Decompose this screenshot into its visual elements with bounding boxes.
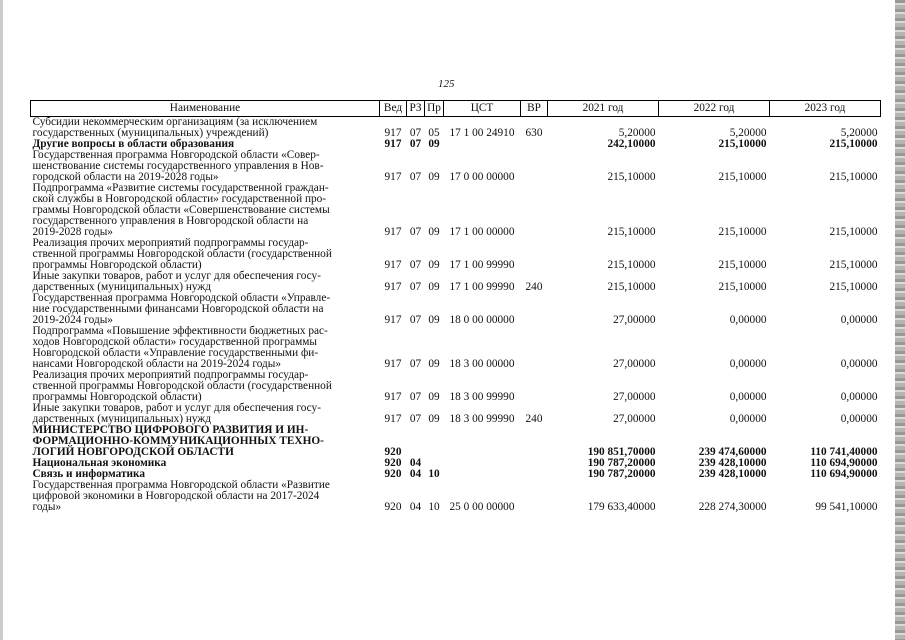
cell-name-line: Иные закупки товаров, работ и услуг для обеспечения госу- — [32, 270, 321, 282]
cell-pr: 10 — [428, 501, 440, 513]
cell-2023: 110 694,90000 — [810, 468, 878, 480]
cell-name-line: ходов Новгородской области» государственной программы — [32, 336, 318, 348]
cell-name-line: государственного управления в Новгородской области на — [32, 215, 309, 227]
cell-name — [31, 425, 380, 458]
cell-2021: 27,00000 — [613, 391, 656, 403]
cell-ved: 917 — [384, 259, 402, 271]
cell-2021: 190 787,20000 — [587, 457, 656, 469]
table-row — [31, 403, 881, 425]
col-header-vr: ВР — [521, 101, 548, 117]
cell-rz: 07 — [409, 138, 422, 150]
cell-2022: 0,00000 — [729, 391, 767, 403]
cell-rz: 07 — [409, 314, 422, 326]
cell-name — [31, 370, 380, 403]
cell-pr — [425, 425, 444, 458]
cell-name-line: ФОРМАЦИОННО-КОММУНИКАЦИОННЫХ ТЕХНО- — [32, 435, 324, 447]
cell-2022: 215,10000 — [718, 281, 767, 293]
table-row — [31, 271, 881, 293]
cell-rz: 07 — [409, 259, 422, 271]
cell-2022: 215,10000 — [718, 226, 767, 238]
cell-2022: 0,00000 — [729, 314, 767, 326]
cell-cst: 18 3 00 00000 — [449, 358, 515, 370]
cell-cst: 17 1 00 99990 — [449, 281, 515, 293]
cell-name-line: Другие вопросы в области образования — [32, 138, 235, 150]
cell-rz: 07 — [409, 127, 422, 139]
cell-2023: 0,00000 — [840, 358, 878, 370]
cell-name-line: Национальная экономика — [32, 457, 167, 469]
table-row — [31, 117, 881, 140]
cell-name-line: МИНИСТЕРСТВО ЦИФРОВОГО РАЗВИТИЯ И ИН- — [32, 424, 309, 436]
cell-2021: 215,10000 — [607, 281, 656, 293]
cell-vr — [521, 425, 548, 458]
cell-name — [31, 271, 380, 293]
cell-2021: 215,10000 — [607, 171, 656, 183]
cell-2021: 27,00000 — [613, 358, 656, 370]
cell-2023: 215,10000 — [829, 281, 878, 293]
cell-vr — [521, 139, 548, 150]
cell-name-line: городской области на 2019-2028 годы» — [32, 171, 219, 183]
cell-ved: 917 — [384, 281, 402, 293]
cell-cst: 17 0 00 00000 — [449, 171, 515, 183]
cell-cst: 18 3 00 99990 — [449, 391, 515, 403]
cell-2023: 215,10000 — [829, 226, 878, 238]
cell-name — [31, 150, 380, 183]
cell-name-line: ственной программы Новгородской области (государственной — [32, 380, 332, 392]
cell-name-line: программы Новгородской области) — [32, 391, 202, 403]
cell-2023: 215,10000 — [829, 259, 878, 271]
cell-vr: 240 — [525, 281, 543, 293]
cell-pr: 09 — [428, 259, 440, 271]
col-header-2023: 2023 год — [770, 101, 881, 117]
cell-vr — [521, 293, 548, 326]
cell-2023: 5,20000 — [840, 127, 878, 139]
cell-name-line: программы Новгородской области) — [32, 259, 202, 271]
cell-name-line: Связь и информатика — [32, 468, 146, 480]
cell-2022: 215,10000 — [718, 259, 767, 271]
cell-2023: 0,00000 — [840, 314, 878, 326]
cell-2023: 0,00000 — [840, 391, 878, 403]
cell-pr: 09 — [428, 413, 440, 425]
cell-cst: 18 3 00 99990 — [449, 413, 515, 425]
cell-name-line: 2019-2024 годы» — [32, 314, 113, 326]
col-header-2022: 2022 год — [659, 101, 770, 117]
cell-vr: 240 — [525, 413, 543, 425]
cell-2021: 179 633,40000 — [587, 501, 656, 513]
cell-2021: 215,10000 — [607, 226, 656, 238]
cell-pr: 09 — [428, 281, 440, 293]
cell-name-line: Подпрограмма «Развитие системы государственной граждан- — [32, 182, 329, 194]
cell-ved: 917 — [384, 413, 402, 425]
cell-2021: 190 787,20000 — [587, 468, 656, 480]
cell-rz: 07 — [409, 171, 422, 183]
cell-name-line: цифровой экономики в Новгородской области на 2017-2024 — [32, 490, 320, 502]
cell-pr: 10 — [428, 468, 440, 480]
cell-ved: 917 — [384, 138, 402, 150]
col-header-ved: Вед — [380, 101, 407, 117]
cell-2022: 228 274,30000 — [698, 501, 767, 513]
cell-rz: 07 — [409, 281, 422, 293]
scan-right-edge — [895, 0, 905, 640]
cell-2022: 5,20000 — [729, 127, 767, 139]
cell-name-line: ственной программы Новгородской области (государственной — [32, 248, 332, 260]
cell-2022: 239 428,10000 — [698, 468, 767, 480]
cell-name-line: Подпрограмма «Повышение эффективности бюджетных рас- — [32, 325, 328, 337]
cell-name — [31, 238, 380, 271]
cell-name — [31, 326, 380, 370]
cell-name — [31, 480, 380, 513]
cell-2022: 0,00000 — [729, 358, 767, 370]
cell-ved: 920 — [384, 468, 402, 480]
cell-name-line: Иные закупки товаров, работ и услуг для обеспечения госу- — [32, 402, 321, 414]
cell-2023: 0,00000 — [840, 413, 878, 425]
cell-cst: 17 1 00 24910 — [449, 127, 515, 139]
col-header-pr: Пр — [425, 101, 444, 117]
cell-name-line: ской службы в Новгородской области» государственной про- — [32, 193, 327, 205]
col-header-rz: РЗ — [407, 101, 425, 117]
cell-rz: 07 — [409, 413, 422, 425]
cell-cst — [444, 469, 521, 480]
cell-pr: 09 — [428, 358, 440, 370]
cell-name-line: Государственная программа Новгородской области «Развитие — [32, 479, 330, 491]
cell-vr — [521, 370, 548, 403]
cell-name-line: годы» — [32, 501, 62, 513]
cell-cst: 18 0 00 00000 — [449, 314, 515, 326]
cell-name-line: Новгородской области «Управление государственными фи- — [32, 347, 319, 359]
table-row — [31, 326, 881, 370]
table-body — [31, 117, 881, 514]
cell-name — [31, 403, 380, 425]
cell-name-line: граммы Новгородской области «Совершенствование системы — [32, 204, 330, 216]
cell-2022: 0,00000 — [729, 413, 767, 425]
cell-2023: 99 541,10000 — [815, 501, 878, 513]
cell-rz: 07 — [409, 226, 422, 238]
cell-rz: 04 — [409, 501, 422, 513]
cell-2022: 239 428,10000 — [698, 457, 767, 469]
budget-table-container — [30, 100, 880, 513]
table-row — [31, 238, 881, 271]
cell-rz: 04 — [409, 457, 422, 469]
table-row — [31, 293, 881, 326]
cell-name-line: Государственная программа Новгородской области «Совер- — [32, 149, 320, 161]
cell-name-line: ЛОГИЙ НОВГОРОДСКОЙ ОБЛАСТИ — [32, 446, 234, 458]
cell-2021: 190 851,70000 — [587, 446, 656, 458]
cell-rz — [407, 425, 425, 458]
cell-2023: 215,10000 — [829, 171, 878, 183]
cell-pr: 09 — [428, 171, 440, 183]
cell-vr — [521, 480, 548, 513]
cell-name-line: государственных (муниципальных) учреждений) — [32, 127, 269, 139]
cell-ved: 917 — [384, 358, 402, 370]
cell-cst: 17 1 00 99990 — [449, 259, 515, 271]
cell-name-line: Государственная программа Новгородской области «Управле- — [32, 292, 331, 304]
cell-name — [31, 293, 380, 326]
cell-name-line: шенствование системы государственного управления в Нов- — [32, 160, 324, 172]
cell-ved: 917 — [384, 127, 402, 139]
cell-2021: 215,10000 — [607, 259, 656, 271]
cell-pr: 09 — [428, 391, 440, 403]
cell-2022: 239 474,60000 — [698, 446, 767, 458]
cell-2021: 27,00000 — [613, 413, 656, 425]
cell-ved: 917 — [384, 226, 402, 238]
table-header-row — [31, 101, 881, 117]
cell-cst: 25 0 00 00000 — [449, 501, 515, 513]
cell-ved: 920 — [384, 501, 402, 513]
cell-name-line: нансами Новгородской области на 2019-2024 годы» — [32, 358, 282, 370]
cell-2021: 242,10000 — [607, 138, 656, 150]
cell-2023: 110 694,90000 — [810, 457, 878, 469]
table-row — [31, 370, 881, 403]
cell-name-line: ние государственными финансами Новгородской области на — [32, 303, 324, 315]
cell-cst: 17 1 00 00000 — [449, 226, 515, 238]
cell-ved: 917 — [384, 391, 402, 403]
cell-2023: 110 741,40000 — [810, 446, 878, 458]
cell-pr: 09 — [428, 314, 440, 326]
cell-pr: 09 — [428, 226, 440, 238]
cell-ved: 917 — [384, 171, 402, 183]
cell-2023: 215,10000 — [829, 138, 878, 150]
cell-vr — [521, 238, 548, 271]
cell-2021: 27,00000 — [613, 314, 656, 326]
table-row — [31, 150, 881, 183]
cell-name — [31, 117, 380, 140]
cell-vr — [521, 326, 548, 370]
cell-name-line: дарственных (муниципальных) нужд — [32, 413, 211, 425]
cell-name-line: Реализация прочих мероприятий подпрограммы государ- — [32, 237, 309, 249]
table-row — [31, 480, 881, 513]
cell-cst — [444, 425, 521, 458]
page-number: 125 — [438, 78, 455, 90]
table-row — [31, 183, 881, 238]
cell-2022: 215,10000 — [718, 171, 767, 183]
cell-name-line: дарственных (муниципальных) нужд — [32, 281, 211, 293]
cell-rz: 04 — [409, 468, 422, 480]
cell-vr — [521, 150, 548, 183]
col-header-name: Наименование — [31, 101, 380, 117]
cell-cst — [444, 139, 521, 150]
cell-vr: 630 — [525, 127, 543, 139]
col-header-2021: 2021 год — [548, 101, 659, 117]
cell-name — [31, 183, 380, 238]
cell-ved: 920 — [384, 457, 402, 469]
cell-ved: 920 — [384, 446, 402, 458]
cell-pr: 05 — [428, 127, 440, 139]
cell-2021: 5,20000 — [618, 127, 656, 139]
cell-name-line: Субсидии некоммерческим организациям (за исключением — [32, 116, 318, 128]
cell-cst — [444, 458, 521, 469]
cell-name-line: Реализация прочих мероприятий подпрограммы государ- — [32, 369, 309, 381]
scan-left-edge — [0, 0, 3, 640]
cell-rz: 07 — [409, 358, 422, 370]
budget-table — [30, 100, 881, 513]
cell-ved: 917 — [384, 314, 402, 326]
cell-vr — [521, 183, 548, 238]
cell-vr — [521, 469, 548, 480]
cell-vr — [521, 458, 548, 469]
cell-rz: 07 — [409, 391, 422, 403]
cell-2022: 215,10000 — [718, 138, 767, 150]
cell-pr: 09 — [428, 138, 440, 150]
table-row — [31, 425, 881, 458]
cell-name-line: 2019-2028 годы» — [32, 226, 113, 238]
col-header-cst: ЦСТ — [444, 101, 521, 117]
